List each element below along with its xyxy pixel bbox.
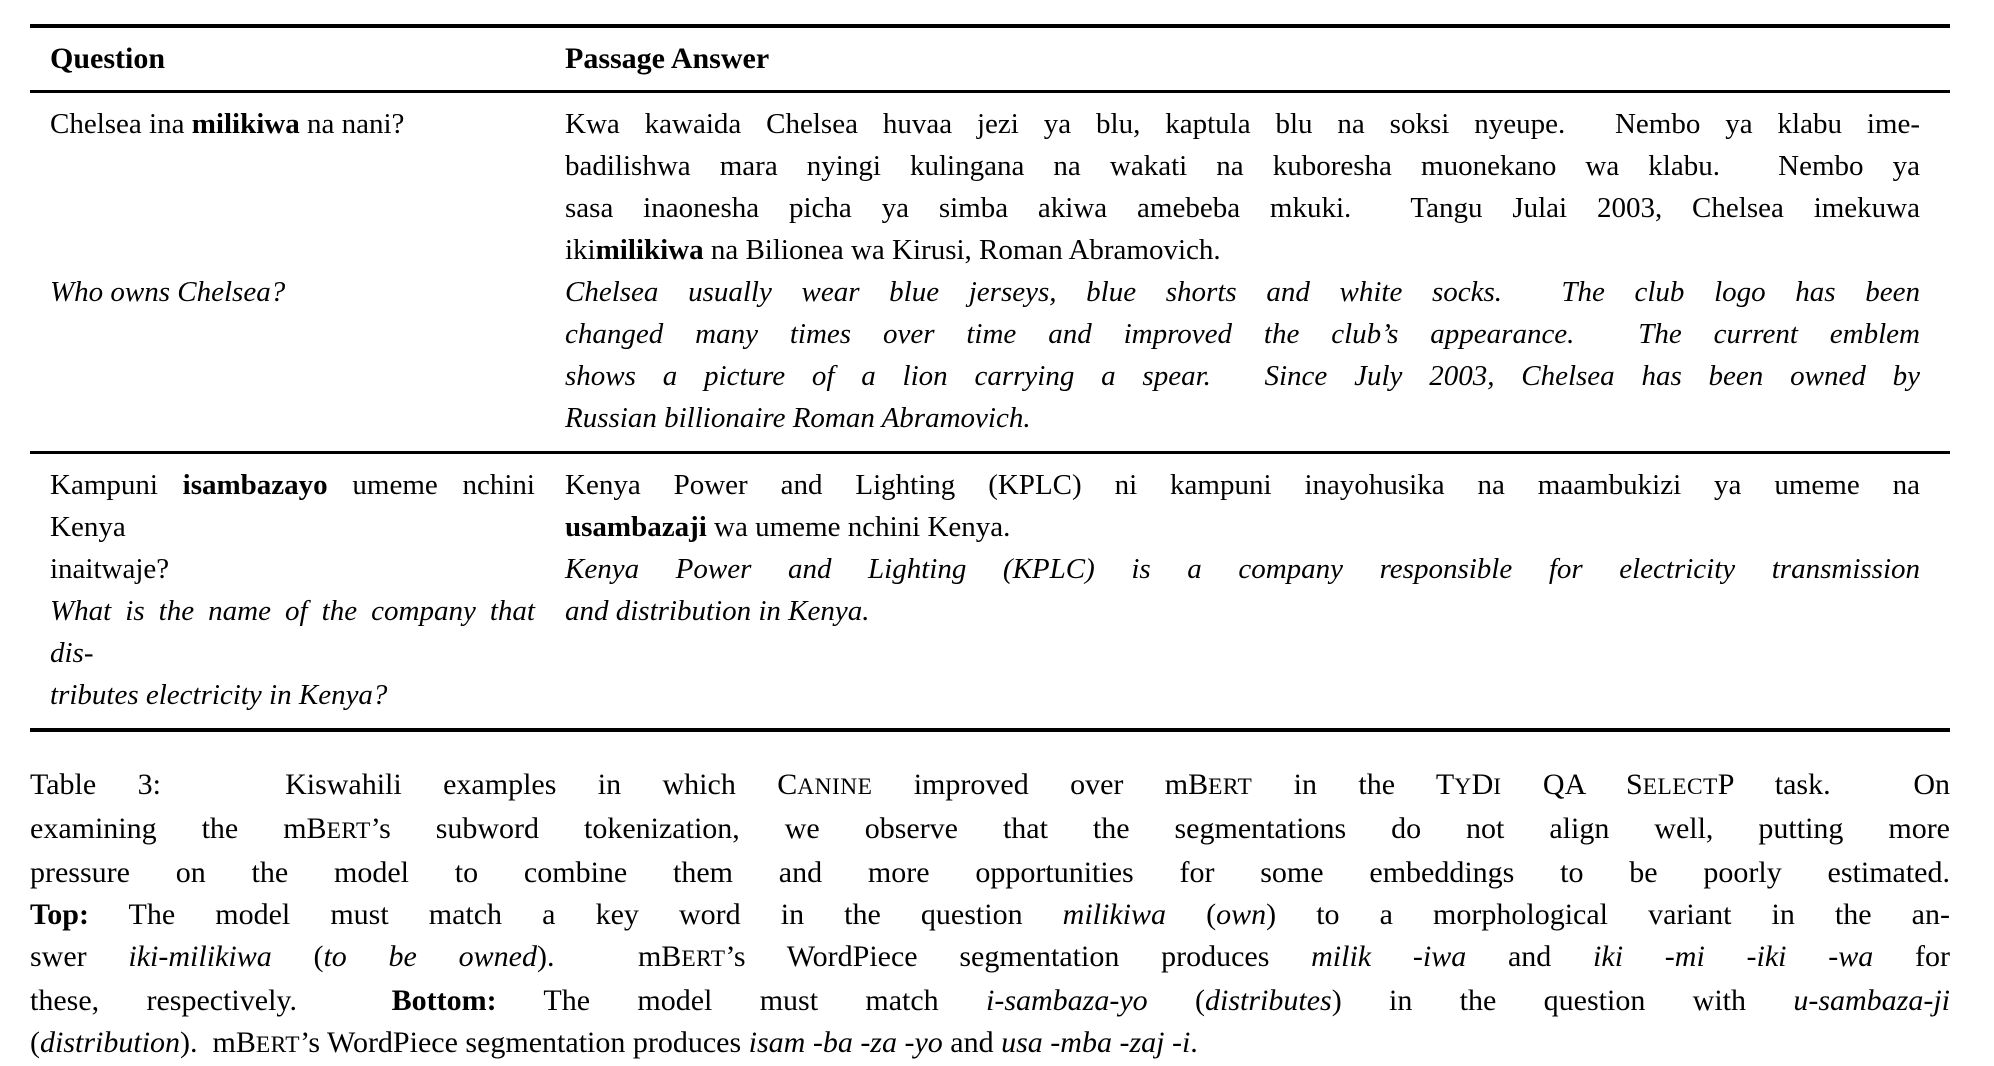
text-segment: ( bbox=[1166, 898, 1217, 931]
question-column-header: Question bbox=[50, 42, 166, 75]
text-line bbox=[50, 271, 535, 313]
smallcaps-text: ERT bbox=[1208, 774, 1253, 800]
text-line bbox=[565, 145, 1920, 187]
text-line bbox=[30, 980, 1950, 1022]
italic-text: to be owned bbox=[323, 940, 537, 973]
text-segment: Chelsea ina bbox=[50, 108, 192, 140]
italic-text: milikiwa bbox=[1062, 898, 1167, 931]
text-segment: What is the name of the company that dis- bbox=[50, 595, 535, 669]
question-cell bbox=[30, 464, 565, 716]
text-line bbox=[565, 271, 1920, 313]
text-line bbox=[565, 355, 1920, 397]
text-segment: and bbox=[942, 1026, 1002, 1059]
text-segment: shows a picture of a lion carrying a spear. Since July 2003, Chelsea has been owned by bbox=[565, 360, 1920, 392]
italic-text: distributes bbox=[1205, 984, 1332, 1017]
text-segment: for bbox=[1873, 940, 1951, 973]
text-segment: examining the mB bbox=[30, 812, 327, 845]
text-segment: in the T bbox=[1252, 768, 1455, 801]
question-english-translation bbox=[50, 271, 535, 313]
text-segment: The model must match a key word in the question bbox=[88, 898, 1063, 931]
text-line bbox=[30, 764, 1950, 808]
text-line bbox=[50, 103, 535, 145]
examples-table bbox=[30, 24, 1950, 732]
text-segment: Who owns Chelsea? bbox=[50, 276, 286, 308]
text-segment: improved over mB bbox=[872, 768, 1209, 801]
text-segment: pressure on the model to combine them and more opportunities for some embeddings to be poorly estimated. bbox=[30, 856, 1950, 889]
text-segment: na Bilionea wa Kirusi, Roman Abramovich. bbox=[703, 234, 1221, 266]
text-segment: swer bbox=[30, 940, 129, 973]
text-segment: Kenya Power and Lighting (KPLC) is a company responsible for electricity transmission bbox=[565, 553, 1920, 585]
bold-text: milikiwa bbox=[191, 108, 300, 140]
passage-answer-cell bbox=[565, 464, 1950, 716]
text-segment: these, respectively. bbox=[30, 984, 392, 1017]
text-segment: Kwa kawaida Chelsea huvaa jezi ya blu, kaptula blu na soksi nyeupe. Nembo ya klabu ime- bbox=[565, 108, 1920, 140]
bold-text: Bottom: bbox=[391, 984, 497, 1017]
text-line bbox=[30, 894, 1950, 936]
passage-swahili bbox=[565, 103, 1920, 271]
text-segment: sasa inaonesha picha ya simba akiwa amebeba mkuki. Tangu Julai 2003, Chelsea imekuwa bbox=[565, 192, 1920, 224]
smallcaps-text: ANINE bbox=[797, 774, 873, 800]
text-segment: ’s subword tokenization, we observe that the segmentations do not align well, putting more bbox=[370, 812, 1950, 845]
italic-text: milik -iwa bbox=[1311, 940, 1467, 973]
smallcaps-text: ERT bbox=[326, 818, 371, 844]
text-segment: Russian billionaire Roman Abramovich. bbox=[565, 402, 1031, 434]
text-segment: ) to a morphological variant in the an- bbox=[1266, 898, 1950, 931]
smallcaps-text: Y bbox=[1454, 774, 1472, 800]
bold-text: Top: bbox=[30, 898, 89, 931]
text-segment: ). mB bbox=[536, 940, 682, 973]
text-line bbox=[565, 103, 1920, 145]
passage-answer-column-header: Passage Answer bbox=[565, 42, 770, 75]
question-english-translation bbox=[50, 590, 535, 716]
text-line bbox=[565, 397, 1920, 439]
italic-text: iki -mi -iki -wa bbox=[1593, 940, 1874, 973]
text-line bbox=[50, 548, 535, 590]
bold-text: usambazaji bbox=[565, 511, 707, 543]
bold-text: isambazayo bbox=[182, 469, 328, 501]
text-segment: ’s WordPiece segmentation produces bbox=[725, 940, 1312, 973]
text-segment: D bbox=[1471, 768, 1494, 801]
text-segment: badilishwa mara nyingi kulingana na wakati na kuboresha muonekano wa klabu. Nembo ya bbox=[565, 150, 1920, 182]
passage-english-translation bbox=[565, 548, 1920, 632]
italic-text: iki-milikiwa bbox=[128, 940, 272, 973]
text-line bbox=[565, 229, 1920, 271]
text-line bbox=[565, 313, 1920, 355]
passage-english-translation bbox=[565, 271, 1920, 439]
italic-text: isam -ba -za -yo bbox=[748, 1026, 943, 1059]
text-segment: tributes electricity in Kenya? bbox=[50, 679, 388, 711]
text-segment: Kampuni bbox=[50, 469, 183, 501]
question-swahili bbox=[50, 464, 535, 590]
text-segment: ( bbox=[1147, 984, 1205, 1017]
text-line bbox=[565, 590, 1920, 632]
italic-text: u-sambaza-ji bbox=[1793, 984, 1950, 1017]
text-segment: ( bbox=[271, 940, 324, 973]
text-line bbox=[565, 464, 1920, 506]
question-cell bbox=[30, 103, 565, 439]
text-segment: changed many times over time and improved the club’s appearance. The current emblem bbox=[565, 318, 1920, 350]
smallcaps-text: ERT bbox=[681, 946, 726, 972]
text-segment: ) in the question with bbox=[1331, 984, 1794, 1017]
text-segment: . bbox=[1190, 1026, 1198, 1059]
text-segment: ). mB bbox=[180, 1026, 256, 1059]
italic-text: own bbox=[1216, 898, 1267, 931]
text-segment: Chelsea usually wear blue jerseys, blue shorts and white socks. The club logo has been bbox=[565, 276, 1920, 308]
passage-swahili bbox=[565, 464, 1920, 548]
table-bottom-rule bbox=[30, 728, 1950, 732]
text-line bbox=[565, 187, 1920, 229]
text-segment: The model must match bbox=[496, 984, 987, 1017]
table-header-row bbox=[30, 28, 1950, 90]
text-line bbox=[50, 464, 535, 548]
text-line bbox=[30, 852, 1950, 894]
table-row-kenya bbox=[30, 454, 1950, 728]
smallcaps-text: I bbox=[1493, 774, 1502, 800]
text-segment: and bbox=[1466, 940, 1594, 973]
table-caption bbox=[30, 764, 1950, 1066]
text-segment: QA S bbox=[1501, 768, 1643, 801]
text-segment: umeme nchini Kenya bbox=[50, 469, 535, 543]
text-line bbox=[50, 674, 535, 716]
text-segment: and distribution in Kenya. bbox=[565, 595, 870, 627]
text-line bbox=[565, 548, 1920, 590]
bold-text: milikiwa bbox=[595, 234, 704, 266]
text-segment: P task. On bbox=[1717, 768, 1950, 801]
text-segment: inaitwaje? bbox=[50, 553, 170, 585]
italic-text: i-sambaza-yo bbox=[986, 984, 1148, 1017]
text-line bbox=[565, 506, 1920, 548]
italic-text: distribution bbox=[40, 1026, 181, 1059]
table-row-chelsea bbox=[30, 93, 1950, 451]
text-line bbox=[50, 590, 535, 674]
text-segment: Kenya Power and Lighting (KPLC) ni kampuni inayohusika na maambukizi ya umeme na bbox=[565, 469, 1920, 501]
text-line bbox=[30, 808, 1950, 852]
question-swahili bbox=[50, 103, 535, 145]
text-line bbox=[30, 1022, 1950, 1066]
text-segment: ’s WordPiece segmentation produces bbox=[300, 1026, 749, 1059]
text-segment: na nani? bbox=[299, 108, 405, 140]
text-line bbox=[30, 936, 1950, 980]
text-segment: wa umeme nchini Kenya. bbox=[706, 511, 1011, 543]
text-segment: iki bbox=[565, 234, 596, 266]
smallcaps-text: ERT bbox=[255, 1032, 301, 1058]
smallcaps-text: ELECT bbox=[1642, 774, 1718, 800]
text-segment: Table 3: Kiswahili examples in which C bbox=[30, 768, 798, 801]
text-segment: ( bbox=[30, 1026, 40, 1059]
passage-answer-cell bbox=[565, 103, 1950, 439]
italic-text: usa -mba -zaj -i bbox=[1001, 1026, 1191, 1059]
